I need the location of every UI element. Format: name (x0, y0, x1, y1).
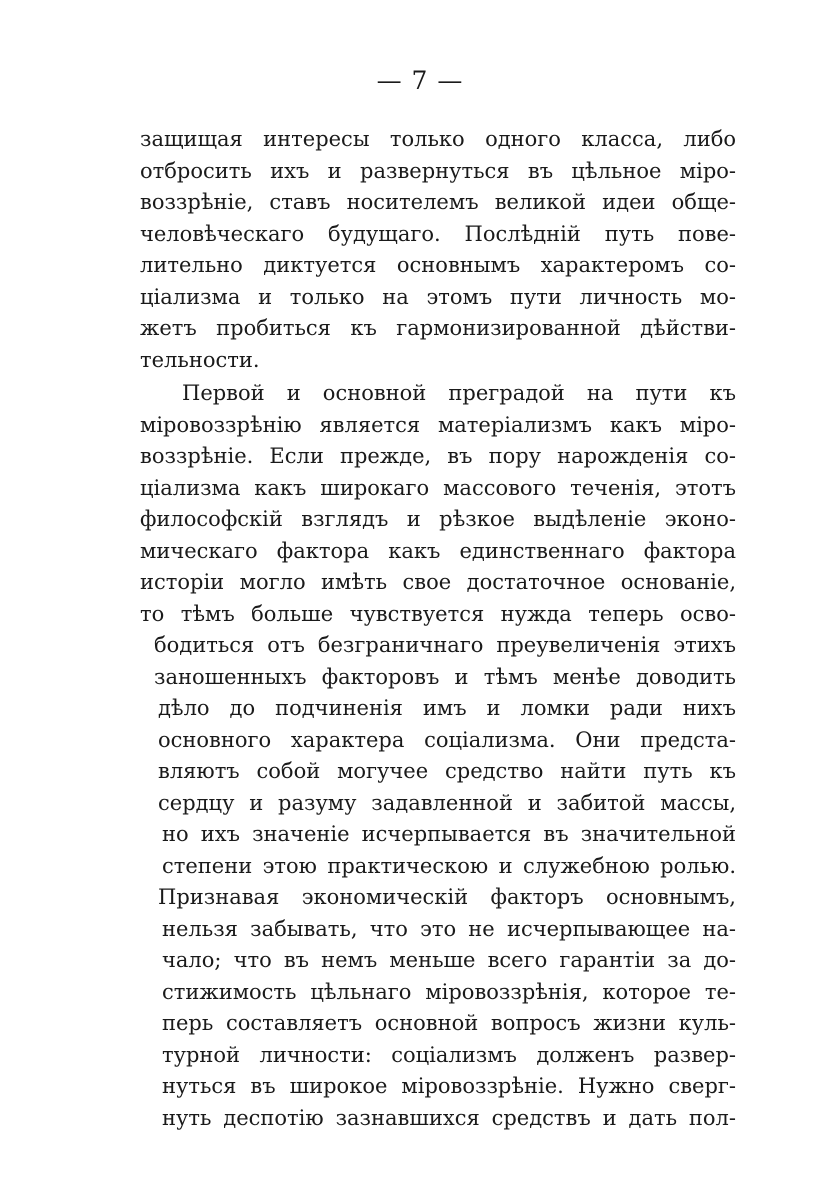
paragraph-1 (140, 124, 736, 376)
text-line: стижимость цѣльнаго міровоззрѣнія, которое те- (162, 979, 736, 1004)
text-line: чало; что въ немъ меньше всего гарантіи за до- (162, 948, 736, 972)
text-line: міровоззрѣнію является матеріализмъ какъ міро- (140, 412, 736, 437)
text-line: заношенныхъ факторовъ и тѣмъ менѣе доводить (154, 664, 736, 689)
text-line: нуть деспотію зазнавшихся средствъ и дать пол- (162, 1105, 736, 1130)
text-line: ціализма и только на этомъ пути личность мо- (140, 284, 736, 309)
text-line: мическаго фактора какъ единственнаго фактора (140, 538, 736, 563)
page-number: — 7 — (376, 66, 464, 95)
text-line: Первой и основной преградой на пути къ (182, 381, 736, 405)
text-line: но ихъ значеніе исчерпывается въ значительной (162, 822, 736, 846)
text-line: исторіи могло имѣть свое достаточное основаніе, (140, 570, 736, 594)
text-line: философскій взглядъ и рѣзкое выдѣленіе эконо- (140, 507, 736, 531)
text-line: то тѣмъ больше чувствуется нужда теперь осво- (140, 601, 736, 626)
text-line: лительно диктуется основнымъ характеромъ со- (140, 253, 736, 277)
text-line: тельности. (140, 347, 260, 372)
text-line: нельзя забывать, что это не исчерпывающее на- (162, 916, 736, 941)
text-line: отбросить ихъ и развернуться въ цѣльное міро- (140, 158, 736, 183)
text-line: нуться въ широкое міровоззрѣніе. Нужно сверг- (162, 1074, 736, 1098)
text-line: жетъ пробиться къ гармонизированной дѣйстви- (140, 316, 736, 340)
text-line: перь составляетъ основной вопросъ жизни куль- (162, 1011, 736, 1035)
text-line: воззрѣніе. Если прежде, въ пору нарожденія со- (140, 444, 736, 468)
body-text (140, 124, 736, 1134)
text-line: человѣческаго будущаго. Послѣдній путь пове- (140, 221, 736, 246)
text-line: турной личности: соціализмъ долженъ развер- (162, 1042, 736, 1067)
text-line: Признавая экономическій факторъ основнымъ, (158, 885, 736, 909)
text-line: бодиться отъ безграничнаго преувеличенія этихъ (154, 633, 736, 657)
text-line: защищая интересы только одного класса, либо (140, 127, 736, 151)
paragraph-2 (140, 378, 736, 1134)
text-line: основного характера соціализма. Они предста- (158, 727, 736, 752)
text-line: сердцу и разуму задавленной и забитой массы, (158, 790, 736, 815)
text-line: дѣло до подчиненія имъ и ломки ради нихъ (158, 696, 736, 720)
text-line: воззрѣніе, ставъ носителемъ великой идеи обще- (140, 190, 736, 214)
text-line: вляютъ собой могучее средство найти путь къ (158, 759, 736, 783)
text-line: ціализма какъ широкаго массового теченія, этотъ (140, 475, 736, 500)
text-line: степени этою практическою и служебною ролью. (162, 853, 736, 878)
